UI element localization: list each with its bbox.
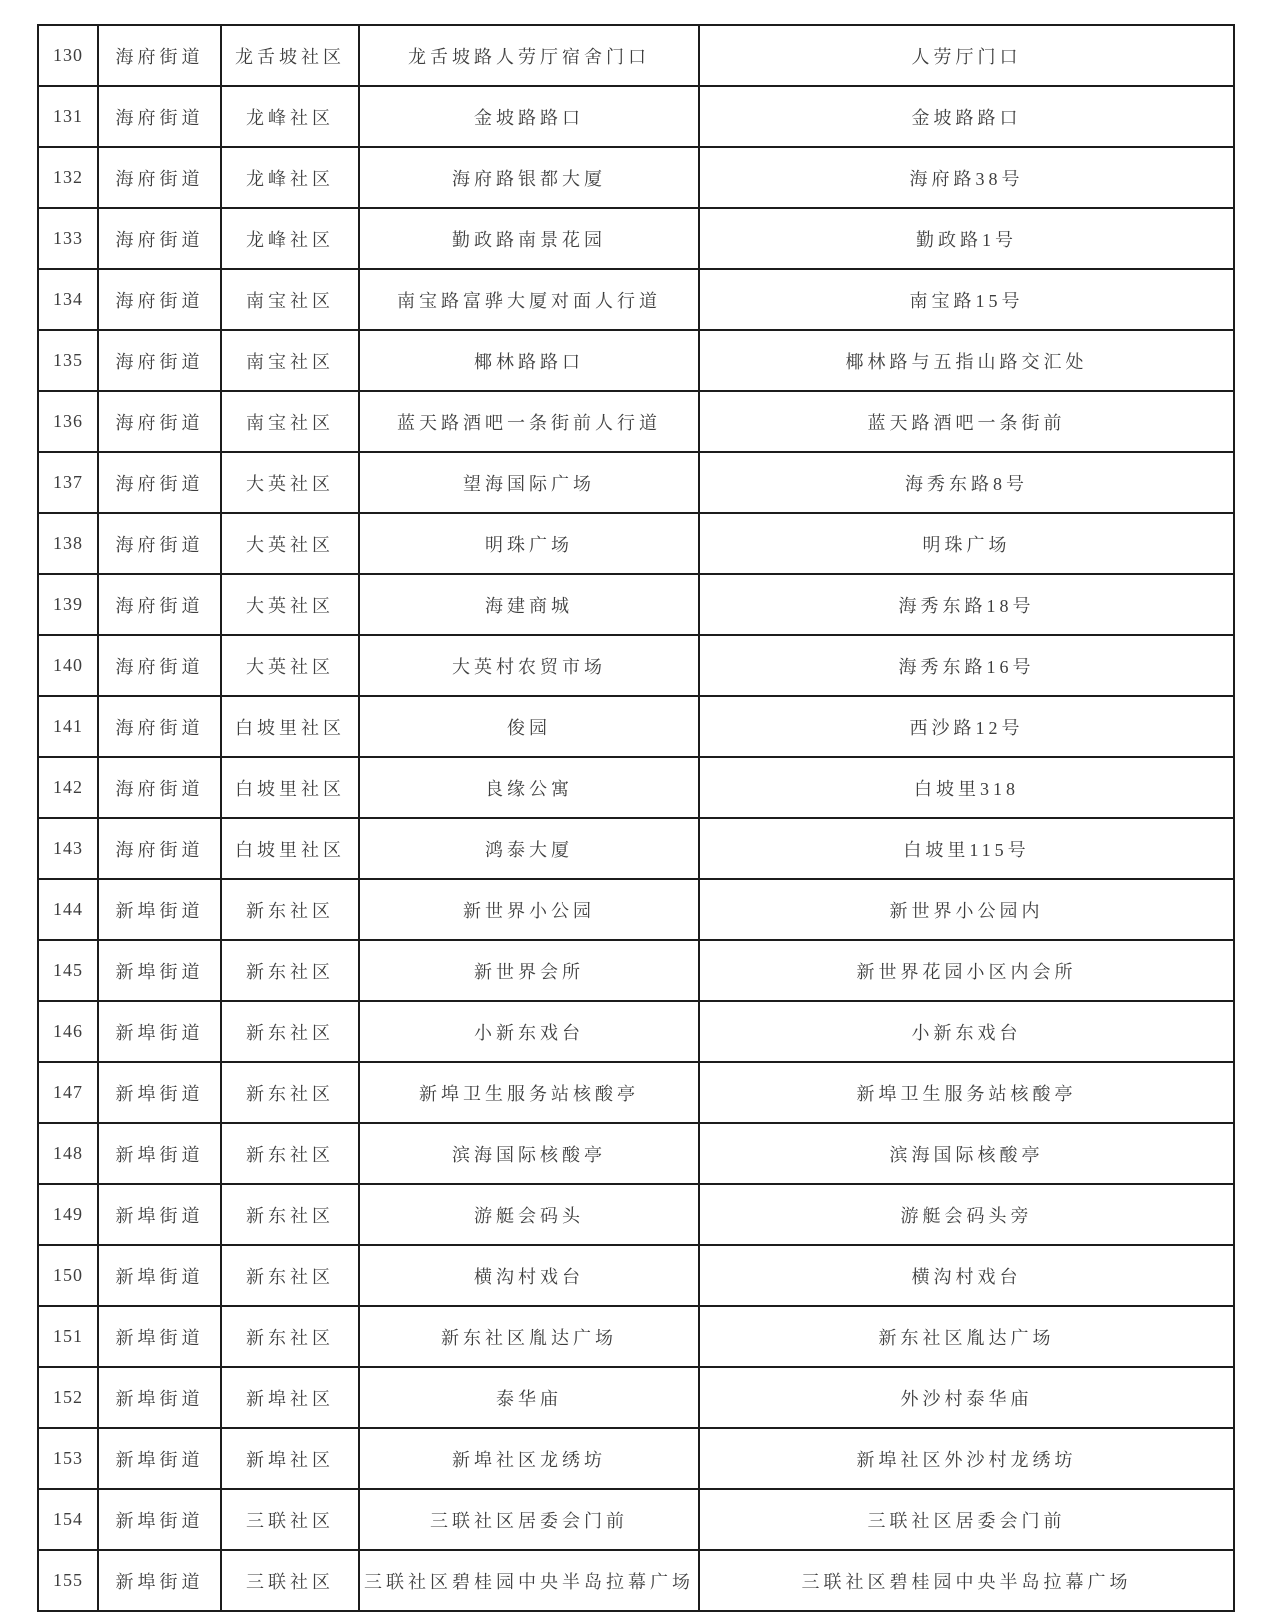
cell-community: 新东社区 — [221, 1062, 359, 1123]
cell-row-number: 145 — [38, 940, 98, 1001]
table-row — [38, 330, 1234, 391]
cell-street: 新埠街道 — [98, 1184, 221, 1245]
cell-row-number: 143 — [38, 818, 98, 879]
table-row — [38, 574, 1234, 635]
cell-row-number: 136 — [38, 391, 98, 452]
table-row — [38, 1428, 1234, 1489]
cell-community: 大英社区 — [221, 635, 359, 696]
table-row — [38, 879, 1234, 940]
cell-address: 三联社区碧桂园中央半岛拉幕广场 — [699, 1550, 1234, 1611]
cell-address: 滨海国际核酸亭 — [699, 1123, 1234, 1184]
table-row — [38, 452, 1234, 513]
table-row — [38, 391, 1234, 452]
cell-address: 南宝路15号 — [699, 269, 1234, 330]
cell-row-number: 141 — [38, 696, 98, 757]
cell-street: 新埠街道 — [98, 1367, 221, 1428]
cell-street: 新埠街道 — [98, 1245, 221, 1306]
cell-community: 龙舌坡社区 — [221, 25, 359, 86]
cell-community: 大英社区 — [221, 452, 359, 513]
cell-site-name: 新埠卫生服务站核酸亭 — [359, 1062, 699, 1123]
cell-row-number: 134 — [38, 269, 98, 330]
cell-row-number: 146 — [38, 1001, 98, 1062]
cell-site-name: 南宝路富骅大厦对面人行道 — [359, 269, 699, 330]
cell-street: 新埠街道 — [98, 1489, 221, 1550]
cell-row-number: 155 — [38, 1550, 98, 1611]
table-row — [38, 25, 1234, 86]
cell-address: 金坡路路口 — [699, 86, 1234, 147]
cell-site-name: 新东社区胤达广场 — [359, 1306, 699, 1367]
cell-site-name: 明珠广场 — [359, 513, 699, 574]
cell-street: 新埠街道 — [98, 879, 221, 940]
cell-site-name: 蓝天路酒吧一条街前人行道 — [359, 391, 699, 452]
cell-community: 新东社区 — [221, 940, 359, 1001]
cell-row-number: 140 — [38, 635, 98, 696]
table-row — [38, 1062, 1234, 1123]
cell-address: 海秀东路18号 — [699, 574, 1234, 635]
cell-street: 海府街道 — [98, 818, 221, 879]
cell-street: 海府街道 — [98, 635, 221, 696]
cell-row-number: 130 — [38, 25, 98, 86]
cell-site-name: 横沟村戏台 — [359, 1245, 699, 1306]
cell-site-name: 新世界小公园 — [359, 879, 699, 940]
cell-row-number: 151 — [38, 1306, 98, 1367]
cell-street: 海府街道 — [98, 452, 221, 513]
table-row — [38, 1245, 1234, 1306]
cell-row-number: 153 — [38, 1428, 98, 1489]
cell-address: 新埠社区外沙村龙绣坊 — [699, 1428, 1234, 1489]
cell-site-name: 龙舌坡路人劳厅宿舍门口 — [359, 25, 699, 86]
cell-address: 外沙村泰华庙 — [699, 1367, 1234, 1428]
cell-site-name: 泰华庙 — [359, 1367, 699, 1428]
cell-address: 西沙路12号 — [699, 696, 1234, 757]
cell-address: 海秀东路16号 — [699, 635, 1234, 696]
table-row — [38, 757, 1234, 818]
cell-site-name: 鸿泰大厦 — [359, 818, 699, 879]
cell-site-name: 三联社区居委会门前 — [359, 1489, 699, 1550]
cell-site-name: 小新东戏台 — [359, 1001, 699, 1062]
cell-community: 新埠社区 — [221, 1367, 359, 1428]
table-row — [38, 940, 1234, 1001]
cell-community: 白坡里社区 — [221, 818, 359, 879]
cell-site-name: 海府路银都大厦 — [359, 147, 699, 208]
cell-community: 新东社区 — [221, 1306, 359, 1367]
cell-community: 龙峰社区 — [221, 147, 359, 208]
cell-community: 白坡里社区 — [221, 696, 359, 757]
cell-street: 新埠街道 — [98, 1550, 221, 1611]
cell-community: 三联社区 — [221, 1550, 359, 1611]
table-row — [38, 1123, 1234, 1184]
cell-address: 小新东戏台 — [699, 1001, 1234, 1062]
cell-address: 白坡里115号 — [699, 818, 1234, 879]
table-row — [38, 208, 1234, 269]
cell-site-name: 滨海国际核酸亭 — [359, 1123, 699, 1184]
cell-address: 椰林路与五指山路交汇处 — [699, 330, 1234, 391]
cell-address: 海秀东路8号 — [699, 452, 1234, 513]
cell-community: 新埠社区 — [221, 1428, 359, 1489]
cell-community: 新东社区 — [221, 1123, 359, 1184]
cell-site-name: 望海国际广场 — [359, 452, 699, 513]
table-row — [38, 147, 1234, 208]
cell-community: 大英社区 — [221, 574, 359, 635]
table-row — [38, 1184, 1234, 1245]
cell-row-number: 150 — [38, 1245, 98, 1306]
cell-community: 新东社区 — [221, 1245, 359, 1306]
cell-street: 新埠街道 — [98, 940, 221, 1001]
cell-street: 海府街道 — [98, 574, 221, 635]
table-row — [38, 269, 1234, 330]
table-row — [38, 635, 1234, 696]
cell-site-name: 良缘公寓 — [359, 757, 699, 818]
cell-site-name: 椰林路路口 — [359, 330, 699, 391]
cell-row-number: 138 — [38, 513, 98, 574]
cell-address: 人劳厅门口 — [699, 25, 1234, 86]
table-row — [38, 696, 1234, 757]
cell-street: 海府街道 — [98, 330, 221, 391]
cell-community: 大英社区 — [221, 513, 359, 574]
cell-address: 横沟村戏台 — [699, 1245, 1234, 1306]
table-row — [38, 1489, 1234, 1550]
table-row — [38, 86, 1234, 147]
cell-address: 勤政路1号 — [699, 208, 1234, 269]
cell-street: 新埠街道 — [98, 1306, 221, 1367]
cell-community: 龙峰社区 — [221, 208, 359, 269]
cell-row-number: 147 — [38, 1062, 98, 1123]
cell-row-number: 139 — [38, 574, 98, 635]
cell-row-number: 148 — [38, 1123, 98, 1184]
cell-street: 海府街道 — [98, 757, 221, 818]
cell-row-number: 154 — [38, 1489, 98, 1550]
cell-site-name: 金坡路路口 — [359, 86, 699, 147]
cell-street: 海府街道 — [98, 391, 221, 452]
cell-street: 海府街道 — [98, 208, 221, 269]
table-row — [38, 1306, 1234, 1367]
cell-street: 海府街道 — [98, 696, 221, 757]
cell-street: 海府街道 — [98, 269, 221, 330]
cell-address: 蓝天路酒吧一条街前 — [699, 391, 1234, 452]
cell-row-number: 131 — [38, 86, 98, 147]
sampling-points-table — [37, 24, 1235, 1612]
cell-street: 海府街道 — [98, 86, 221, 147]
cell-community: 新东社区 — [221, 879, 359, 940]
cell-address: 海府路38号 — [699, 147, 1234, 208]
cell-address: 三联社区居委会门前 — [699, 1489, 1234, 1550]
cell-community: 新东社区 — [221, 1001, 359, 1062]
table-row — [38, 818, 1234, 879]
cell-site-name: 海建商城 — [359, 574, 699, 635]
cell-address: 新世界花园小区内会所 — [699, 940, 1234, 1001]
cell-row-number: 137 — [38, 452, 98, 513]
cell-row-number: 133 — [38, 208, 98, 269]
table-row — [38, 513, 1234, 574]
cell-address: 游艇会码头旁 — [699, 1184, 1234, 1245]
cell-street: 新埠街道 — [98, 1001, 221, 1062]
cell-site-name: 勤政路南景花园 — [359, 208, 699, 269]
cell-community: 南宝社区 — [221, 391, 359, 452]
cell-row-number: 152 — [38, 1367, 98, 1428]
cell-community: 白坡里社区 — [221, 757, 359, 818]
cell-street: 海府街道 — [98, 513, 221, 574]
cell-community: 龙峰社区 — [221, 86, 359, 147]
table-row — [38, 1550, 1234, 1611]
cell-street: 新埠街道 — [98, 1428, 221, 1489]
cell-street: 海府街道 — [98, 25, 221, 86]
table-row — [38, 1367, 1234, 1428]
cell-street: 海府街道 — [98, 147, 221, 208]
cell-row-number: 144 — [38, 879, 98, 940]
cell-address: 白坡里318 — [699, 757, 1234, 818]
cell-site-name: 三联社区碧桂园中央半岛拉幕广场 — [359, 1550, 699, 1611]
cell-row-number: 132 — [38, 147, 98, 208]
cell-address: 新东社区胤达广场 — [699, 1306, 1234, 1367]
cell-site-name: 俊园 — [359, 696, 699, 757]
cell-street: 新埠街道 — [98, 1123, 221, 1184]
cell-row-number: 135 — [38, 330, 98, 391]
table-row — [38, 1001, 1234, 1062]
cell-community: 南宝社区 — [221, 330, 359, 391]
cell-community: 南宝社区 — [221, 269, 359, 330]
cell-address: 新埠卫生服务站核酸亭 — [699, 1062, 1234, 1123]
cell-site-name: 新世界会所 — [359, 940, 699, 1001]
cell-street: 新埠街道 — [98, 1062, 221, 1123]
cell-community: 新东社区 — [221, 1184, 359, 1245]
cell-site-name: 大英村农贸市场 — [359, 635, 699, 696]
cell-row-number: 149 — [38, 1184, 98, 1245]
cell-address: 明珠广场 — [699, 513, 1234, 574]
cell-site-name: 新埠社区龙绣坊 — [359, 1428, 699, 1489]
cell-site-name: 游艇会码头 — [359, 1184, 699, 1245]
table-body — [38, 25, 1234, 1611]
cell-address: 新世界小公园内 — [699, 879, 1234, 940]
cell-row-number: 142 — [38, 757, 98, 818]
cell-community: 三联社区 — [221, 1489, 359, 1550]
